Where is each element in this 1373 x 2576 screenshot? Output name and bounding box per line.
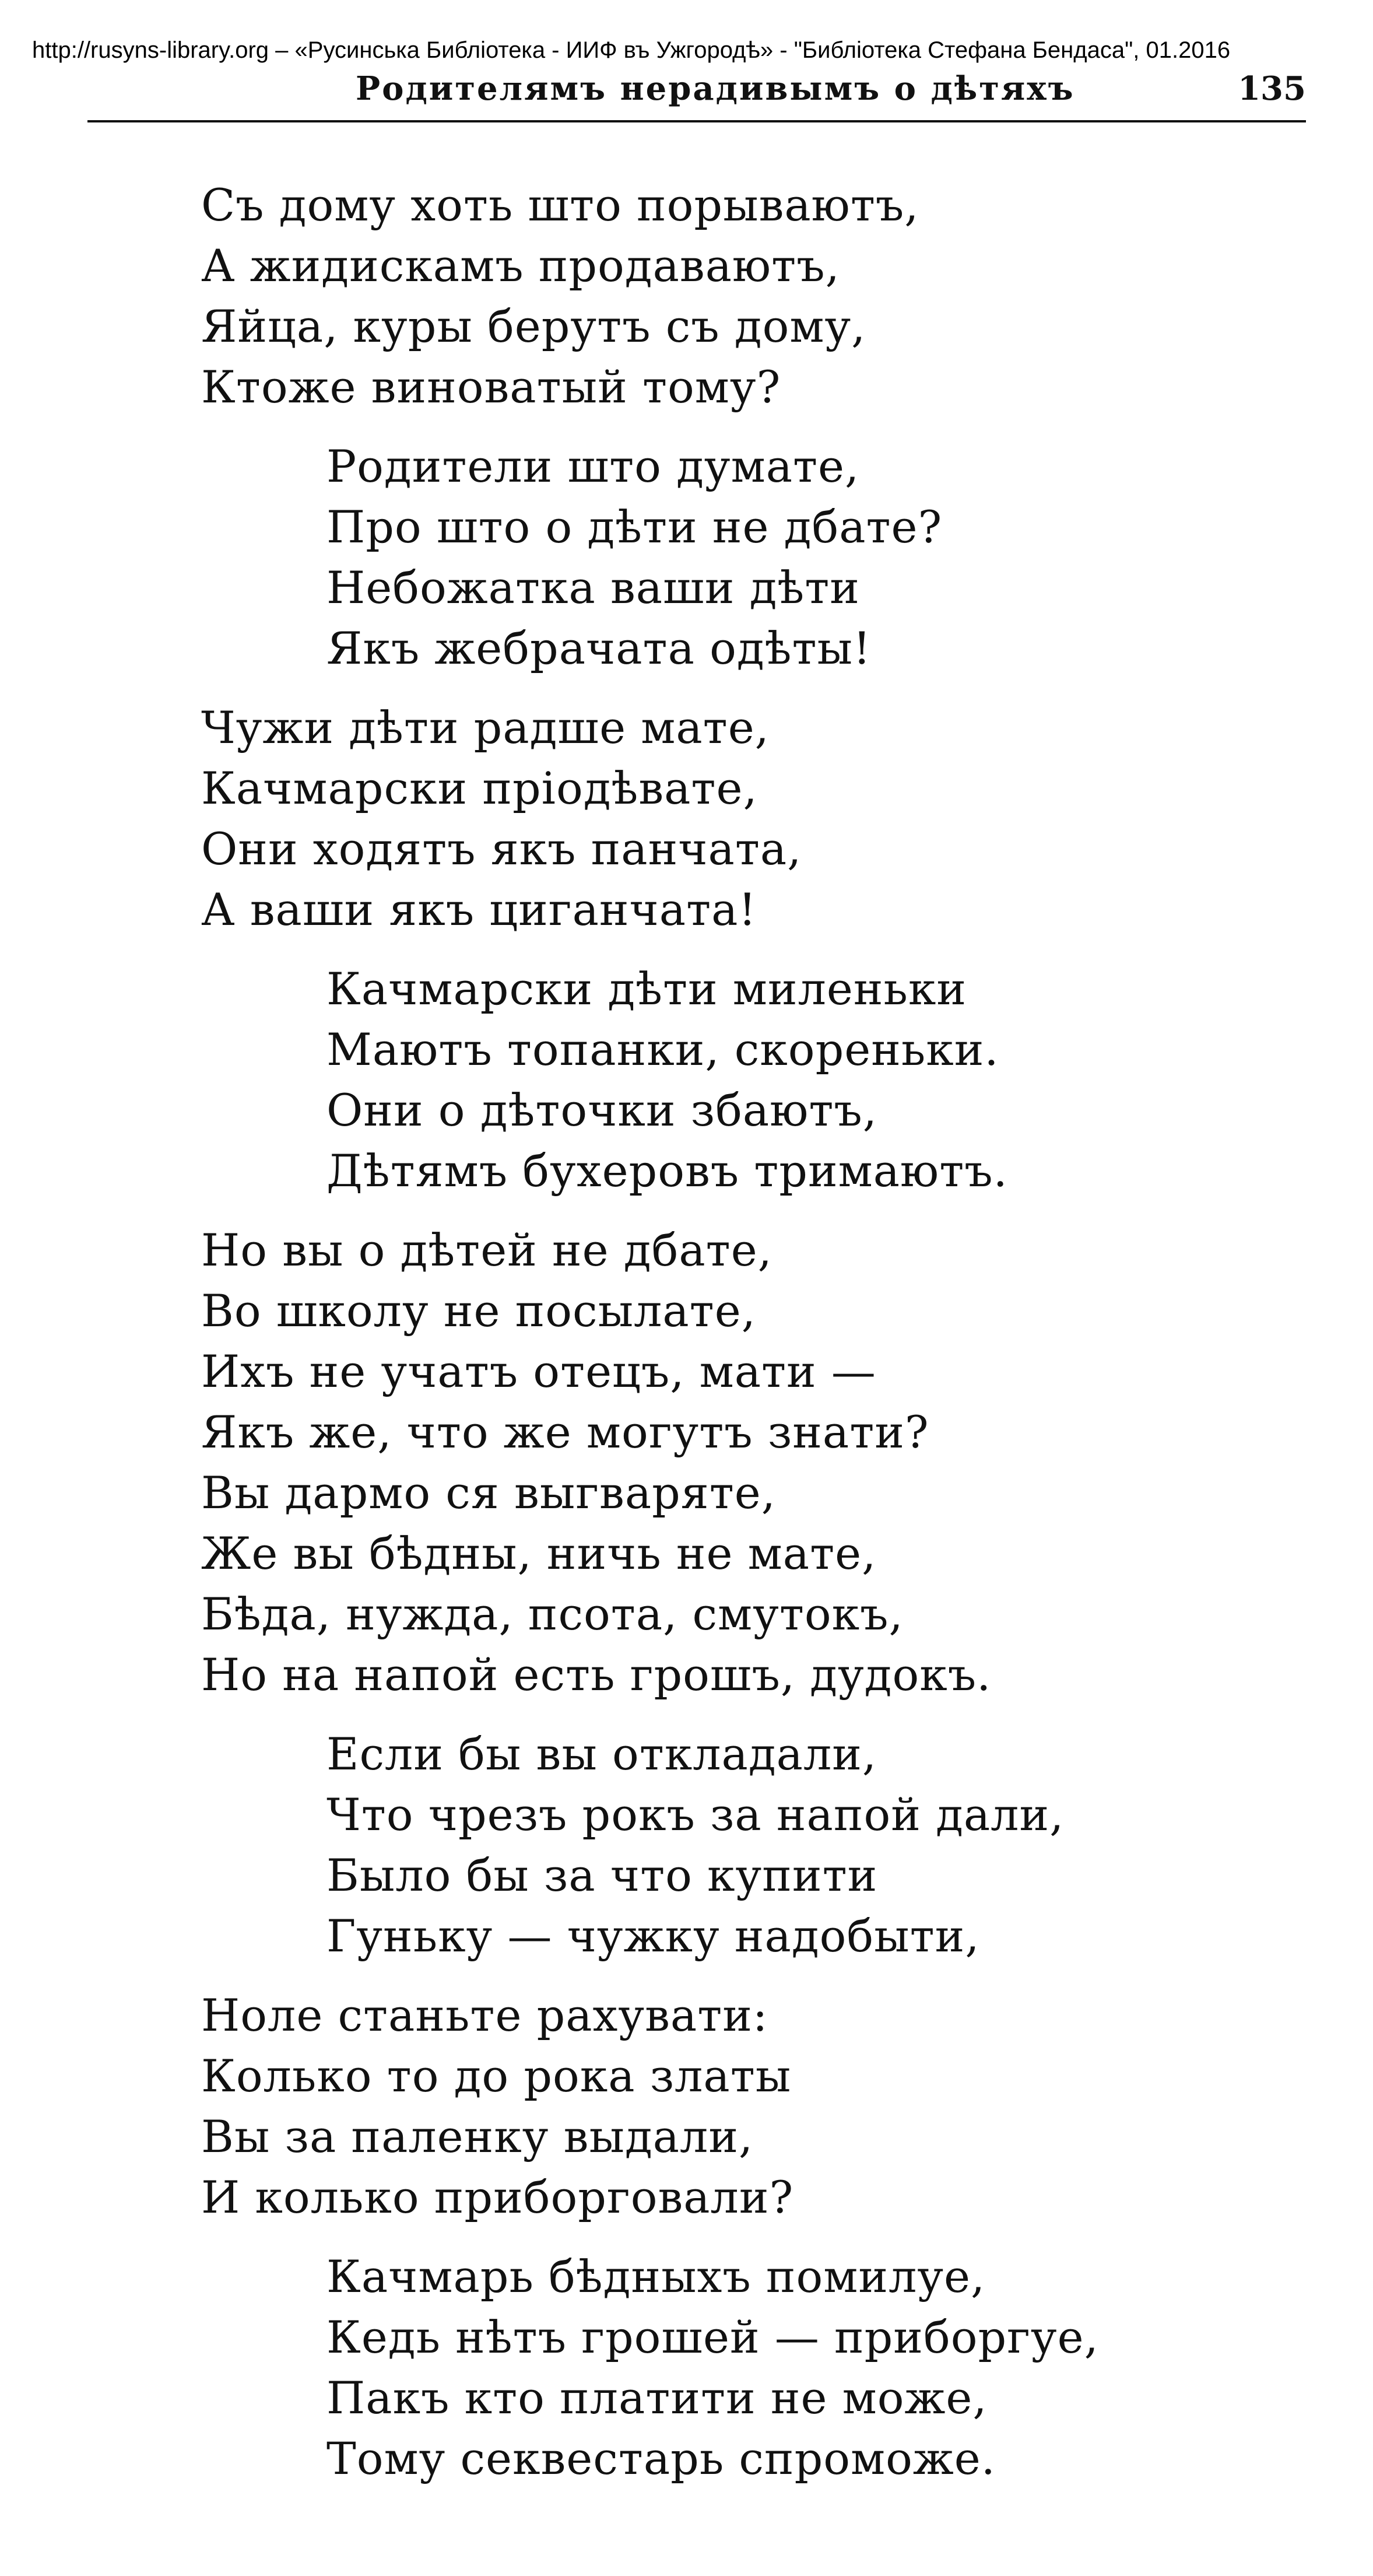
stanza-7 [201, 1985, 1192, 2228]
verse-line: Качмарски пріодѣвате, [201, 762, 758, 814]
verse-line: Было бы за что купити [326, 1849, 878, 1901]
verse-line: Колько то до рока златы [201, 2050, 792, 2102]
verse-line: Если бы вы откладали, [326, 1728, 877, 1780]
verse-line: Съ дому хоть што порываютъ, [201, 179, 919, 231]
verse-line: Во школу не посылате, [201, 1285, 756, 1337]
verse-line: Ихъ не учатъ отецъ, мати — [201, 1345, 876, 1397]
stanza-1 [201, 175, 1192, 418]
verse-line: Яйца, куры берутъ съ дому, [201, 300, 866, 352]
verse-line: Якъ жебрачата одѣты! [326, 622, 872, 674]
verse-line: Они о дѣточки збаютъ, [326, 1084, 877, 1136]
verse-line: Вы за паленку выдали, [201, 2111, 754, 2163]
verse-line: А ваши якъ циганчата! [201, 884, 757, 935]
verse-line: Пакъ кто платити не може, [326, 2372, 988, 2424]
verse-line: Чужи дѣти радше мате, [201, 702, 770, 753]
verse-line: Про што о дѣти не дбате? [326, 501, 943, 553]
verse-line: А жидискамъ продаваютъ, [201, 240, 840, 292]
verse-line: Но вы о дѣтей не дбате, [201, 1224, 772, 1276]
source-url-line: http://rusyns-library.org – «Русинська Библіотека - ИИФ въ Ужгородѣ» - "Библіотека Стефана Бендаса", 01.2016 [32, 37, 1231, 63]
verse-line: Вы дармо ся выгваряте, [201, 1467, 776, 1519]
stanza-3 [201, 698, 1192, 940]
stanza-4 [201, 959, 1192, 1201]
verse-line: И колько приборговали? [201, 2171, 794, 2223]
verse-line: Они ходятъ якъ панчата, [201, 823, 802, 875]
verse-line: Ноле станьте рахувати: [201, 1989, 768, 2041]
verse-line: Кедь нѣтъ грошей — приборгуе, [326, 2311, 1099, 2363]
verse-line: Что чрезъ рокъ за напой дали, [326, 1789, 1065, 1841]
poem-body [201, 175, 1192, 2508]
verse-line: Гуньку — чужку надобыти, [326, 1910, 980, 1962]
verse-line: Тому секвестарь спроможе. [326, 2433, 996, 2484]
header-rule [87, 120, 1306, 122]
verse-line: Качмарски дѣти миленьки [326, 963, 967, 1015]
verse-line: Дѣтямъ бухеровъ тримаютъ. [326, 1145, 1008, 1197]
stanza-8 [201, 2246, 1192, 2489]
page-number: 135 [1238, 69, 1306, 108]
verse-line: Небожатка ваши дѣти [326, 562, 860, 614]
verse-line: Маютъ топанки, скореньки. [326, 1024, 999, 1075]
verse-line: Родители што думате, [326, 440, 860, 492]
verse-line: Якъ же, что же могутъ знати? [201, 1406, 929, 1458]
stanza-5 [201, 1220, 1192, 1705]
stanza-2 [201, 436, 1192, 679]
verse-line: Но на напой есть грошъ, дудокъ. [201, 1649, 992, 1701]
running-head [87, 65, 1306, 112]
verse-line: Качмарь бѣдныхъ помилуе, [326, 2251, 986, 2302]
stanza-6 [201, 1724, 1192, 1967]
verse-line: Ктоже виноватый тому? [201, 361, 781, 413]
verse-line: Же вы бѣдны, ничь не мате, [201, 1527, 877, 1579]
running-title: Родителямъ нерадивымъ о дѣтяхъ [356, 69, 1075, 108]
verse-line: Бѣда, нужда, псота, смутокъ, [201, 1588, 904, 1640]
